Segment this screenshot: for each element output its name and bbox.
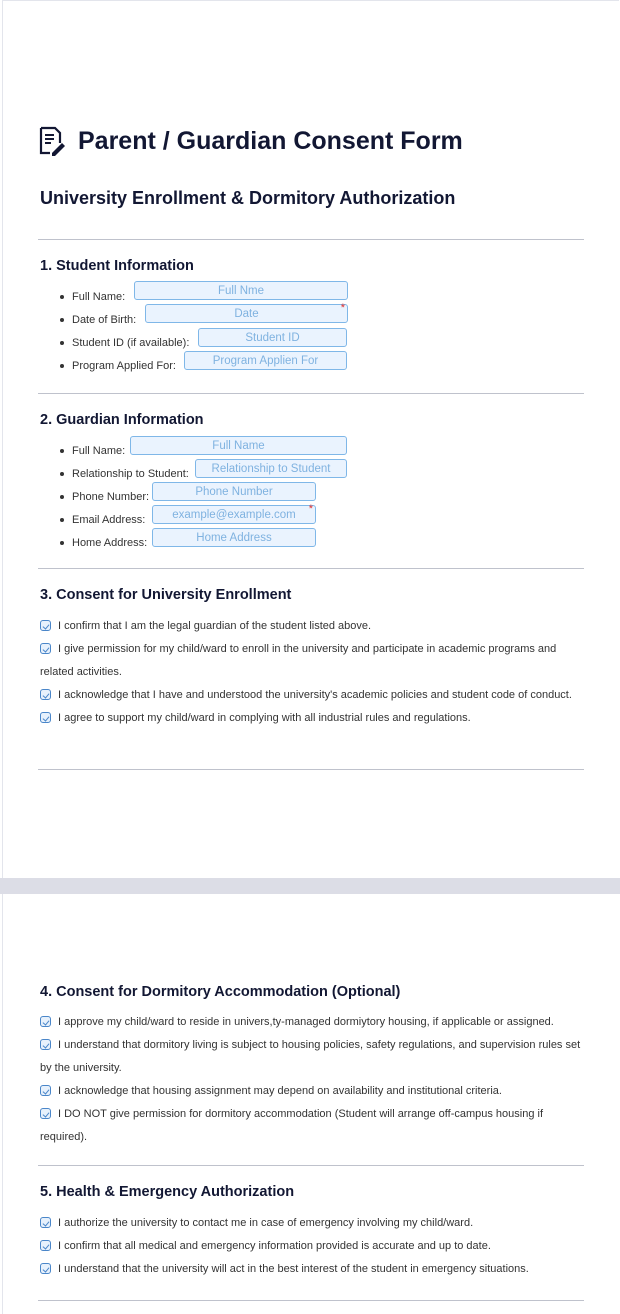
consent-item: I approve my child/ward to reside in univers,ty-managed dormiytory housing, if applicable or assigned. xyxy=(40,1011,585,1034)
consent-item: I agree to support my child/ward in complying with all industrial rules and regulations. xyxy=(40,707,585,730)
guardian-full-name-input[interactable]: Full Name xyxy=(130,436,347,455)
consent-item: I DO NOT give permission for dormitory accommodation (Student will arrange off-campus housing if required). xyxy=(40,1108,544,1143)
health-consent-list xyxy=(40,1212,585,1281)
consent-checkbox[interactable] xyxy=(40,620,51,631)
divider xyxy=(38,568,584,569)
program-applied-input[interactable]: Program Applien For xyxy=(184,351,347,370)
field-label-relationship: Relationship to Student: xyxy=(60,463,189,485)
student-id-input[interactable]: Student ID xyxy=(198,328,347,347)
divider xyxy=(38,769,584,770)
relationship-input[interactable]: Relationship to Student xyxy=(195,459,347,478)
section-heading-student: 1. Student Information xyxy=(40,258,194,274)
divider xyxy=(38,239,584,240)
dormitory-consent-list xyxy=(40,1011,585,1149)
page-subtitle: University Enrollment & Dormitory Authorization xyxy=(40,188,456,208)
field-label-home-address: Home Address: xyxy=(60,532,147,554)
consent-checkbox[interactable] xyxy=(40,712,51,723)
home-address-input[interactable]: Home Address xyxy=(152,528,316,547)
section-heading-enrollment: 3. Consent for University Enrollment xyxy=(40,587,292,603)
consent-checkbox[interactable] xyxy=(40,1039,51,1050)
section-heading-guardian: 2. Guardian Information xyxy=(40,412,204,428)
consent-checkbox[interactable] xyxy=(40,1263,51,1274)
divider xyxy=(38,1165,584,1166)
phone-number-input[interactable]: Phone Number xyxy=(152,482,316,501)
consent-item: I understand that dormitory living is subject to housing policies, safety regulations, and supervision rules set by the university. xyxy=(40,1039,581,1074)
section-heading-dormitory: 4. Consent for Dormitory Accommodation (Optional) xyxy=(40,984,401,1000)
field-label-program: Program Applied For: xyxy=(60,355,176,377)
consent-checkbox[interactable] xyxy=(40,689,51,700)
divider xyxy=(38,393,584,394)
divider xyxy=(38,1300,584,1301)
consent-item: I understand that the university will act in the best interest of the student in emergency situations. xyxy=(40,1258,585,1281)
field-label-phone: Phone Number: xyxy=(60,486,149,508)
required-marker: * xyxy=(308,503,313,515)
consent-checkbox[interactable] xyxy=(40,643,51,654)
consent-item: I acknowledge that I have and understood the university's academic policies and student code of conduct. xyxy=(40,684,585,707)
consent-item: I confirm that all medical and emergency information provided is accurate and up to date. xyxy=(40,1235,585,1258)
form-header xyxy=(38,126,463,156)
consent-item: I confirm that I am the legal guardian of the student listed above. xyxy=(40,615,585,638)
document-sign-icon xyxy=(38,126,66,156)
consent-checkbox[interactable] xyxy=(40,1016,51,1027)
consent-checkbox[interactable] xyxy=(40,1240,51,1251)
field-label-email: Email Address: xyxy=(60,509,145,531)
consent-item: I acknowledge that housing assignment may depend on availability and institutional criteria. xyxy=(40,1080,585,1103)
consent-checkbox[interactable] xyxy=(40,1085,51,1096)
section-heading-health: 5. Health & Emergency Authorization xyxy=(40,1184,295,1200)
consent-checkbox[interactable] xyxy=(40,1108,51,1119)
field-label-student-full-name: Full Name: xyxy=(60,286,125,308)
consent-checkbox[interactable] xyxy=(40,1217,51,1228)
field-label-student-id: Student ID (if available): xyxy=(60,332,189,354)
enrollment-consent-list xyxy=(40,615,585,730)
required-marker: * xyxy=(340,302,345,314)
field-label-guardian-full-name: Full Name: xyxy=(60,440,125,462)
field-label-date-of-birth: Date of Birth: xyxy=(60,309,136,331)
date-of-birth-input[interactable]: Date * xyxy=(145,304,348,323)
email-address-input[interactable]: example@example.com * xyxy=(152,505,316,524)
student-full-name-input[interactable]: Full Nme xyxy=(134,281,348,300)
page-title: Parent / Guardian Consent Form xyxy=(78,126,463,155)
consent-item: I give permission for my child/ward to enroll in the university and participate in academic programs and related activities. xyxy=(40,643,557,678)
consent-item: I authorize the university to contact me in case of emergency involving my child/ward. xyxy=(40,1212,585,1235)
page-separator xyxy=(0,878,620,894)
